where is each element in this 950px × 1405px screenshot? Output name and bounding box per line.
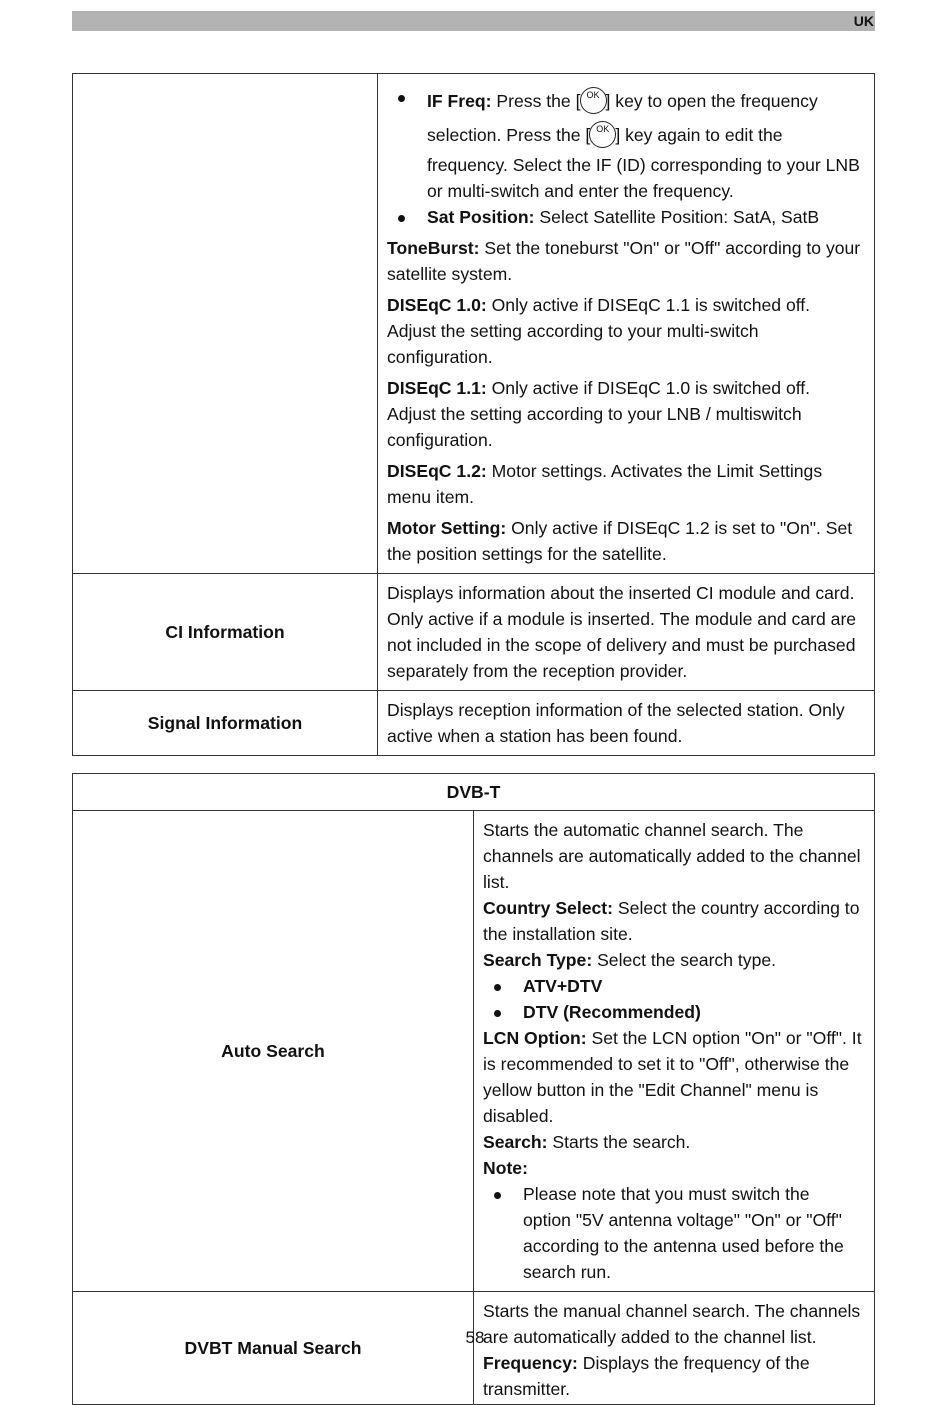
- search-type-option: DTV (Recommended): [523, 1002, 701, 1022]
- page-number: 58: [465, 1328, 485, 1347]
- bullet-icon: [494, 984, 501, 991]
- diseqc12-paragraph: [387, 458, 862, 510]
- search-type-term: Search Type:: [483, 950, 593, 970]
- diseqc12-text: Motor settings. Activates the Limit Settings menu item.: [387, 461, 823, 507]
- if-freq-item: [387, 84, 862, 204]
- satellite-settings-table: [72, 73, 875, 756]
- lcn-option-text: Set the LCN option "On" or "Off". It is recommended to set it to "Off", otherwise the yellow button in the "Edit Channel" menu is disabled.: [483, 1028, 862, 1126]
- diseqc12-term: DISEqC 1.2:: [387, 461, 487, 481]
- diseqc11-text: Only active if DISEqC 1.0 is switched off. Adjust the setting according to your LNB / multiswitch configuration.: [387, 378, 811, 450]
- search-paragraph: [483, 1129, 862, 1155]
- country-select-paragraph: [483, 895, 862, 947]
- bullet-icon: [494, 1010, 501, 1017]
- toneburst-text: Set the toneburst "On" or "Off" according to your satellite system.: [387, 238, 861, 284]
- signal-information-description: Displays reception information of the selected station. Only active when a station has been found.: [378, 691, 875, 756]
- bullet-icon: [398, 215, 405, 222]
- ok-button-icon: OK: [580, 87, 607, 114]
- if-freq-text-2: ] key to open the frequency selection. Press the [: [427, 91, 818, 145]
- if-freq-term: IF Freq:: [427, 91, 492, 111]
- ci-information-description: Displays information about the inserted CI module and card. Only active if a module is inserted. The module and card are not included in the scope of delivery and must be purchased separately from the reception provider.: [378, 574, 875, 691]
- row-description: [378, 74, 875, 574]
- frequency-text: Displays the frequency of the transmitter.: [483, 1353, 810, 1399]
- note-item: [483, 1181, 862, 1285]
- table-row: [73, 1292, 875, 1405]
- list-item: [483, 973, 862, 999]
- motor-setting-term: Motor Setting:: [387, 518, 507, 538]
- manual-search-intro: Starts the manual channel search. The channels are automatically added to the channel list.: [483, 1301, 861, 1347]
- toneburst-term: ToneBurst:: [387, 238, 480, 258]
- row-label-empty: [73, 74, 378, 574]
- search-text: Starts the search.: [547, 1132, 691, 1152]
- sat-position-text: Select Satellite Position: SatA, SatB: [534, 207, 820, 227]
- lcn-option-term: LCN Option:: [483, 1028, 587, 1048]
- dvbt-settings-table: [72, 773, 875, 1405]
- auto-search-description: [474, 811, 875, 1292]
- signal-information-label: Signal Information: [73, 691, 378, 756]
- note-term: Note:: [483, 1158, 528, 1178]
- if-freq-text-3: ] key again to edit the frequency. Select the IF (ID) corresponding to your LNB or multi-switch and enter the frequency.: [427, 125, 860, 201]
- frequency-paragraph: [483, 1350, 862, 1402]
- table-row: [73, 691, 875, 756]
- diseqc10-text: Only active if DISEqC 1.1 is switched off. Adjust the setting according to your multi-switch configuration.: [387, 295, 811, 367]
- diseqc11-paragraph: [387, 375, 862, 453]
- search-type-text: Select the search type.: [592, 950, 777, 970]
- motor-setting-text: Only active if DISEqC 1.2 is set to "On". Set the position settings for the satellite.: [387, 518, 853, 564]
- country-select-text: Select the country according to the installation site.: [483, 898, 860, 944]
- motor-setting-paragraph: [387, 515, 862, 567]
- auto-search-label: Auto Search: [73, 811, 474, 1292]
- header-bar: [72, 11, 875, 31]
- dvbt-manual-search-label: DVBT Manual Search: [73, 1292, 474, 1405]
- toneburst-paragraph: [387, 235, 862, 287]
- list-item: [483, 999, 862, 1025]
- table-header-row: [73, 774, 875, 811]
- sat-position-item: [387, 204, 862, 230]
- diseqc11-term: DISEqC 1.1:: [387, 378, 487, 398]
- table-row: [73, 74, 875, 574]
- dvbt-manual-search-description: [474, 1292, 875, 1405]
- search-term: Search:: [483, 1132, 548, 1152]
- country-select-term: Country Select:: [483, 898, 614, 918]
- table-row: [73, 811, 875, 1292]
- language-code: UK: [853, 13, 874, 29]
- search-type-option: ATV+DTV: [523, 976, 603, 996]
- auto-search-intro: Starts the automatic channel search. The channels are automatically added to the channel list.: [483, 820, 861, 892]
- note-text: Please note that you must switch the option "5V antenna voltage" "On" or "Off" according to the antenna used before the search run.: [523, 1184, 844, 1282]
- lcn-option-paragraph: [483, 1025, 862, 1129]
- sat-position-term: Sat Position:: [427, 207, 535, 227]
- frequency-term: Frequency:: [483, 1353, 578, 1373]
- search-type-paragraph: [483, 947, 862, 973]
- note-heading: [483, 1155, 862, 1181]
- bullet-icon: [398, 95, 405, 102]
- bullet-icon: [494, 1192, 501, 1199]
- diseqc10-paragraph: [387, 292, 862, 370]
- diseqc10-term: DISEqC 1.0:: [387, 295, 487, 315]
- if-freq-text-1: Press the [: [491, 91, 581, 111]
- ci-information-label: CI Information: [73, 574, 378, 691]
- ok-button-icon: OK: [589, 121, 616, 148]
- table-title: DVB-T: [73, 774, 875, 811]
- table-row: [73, 574, 875, 691]
